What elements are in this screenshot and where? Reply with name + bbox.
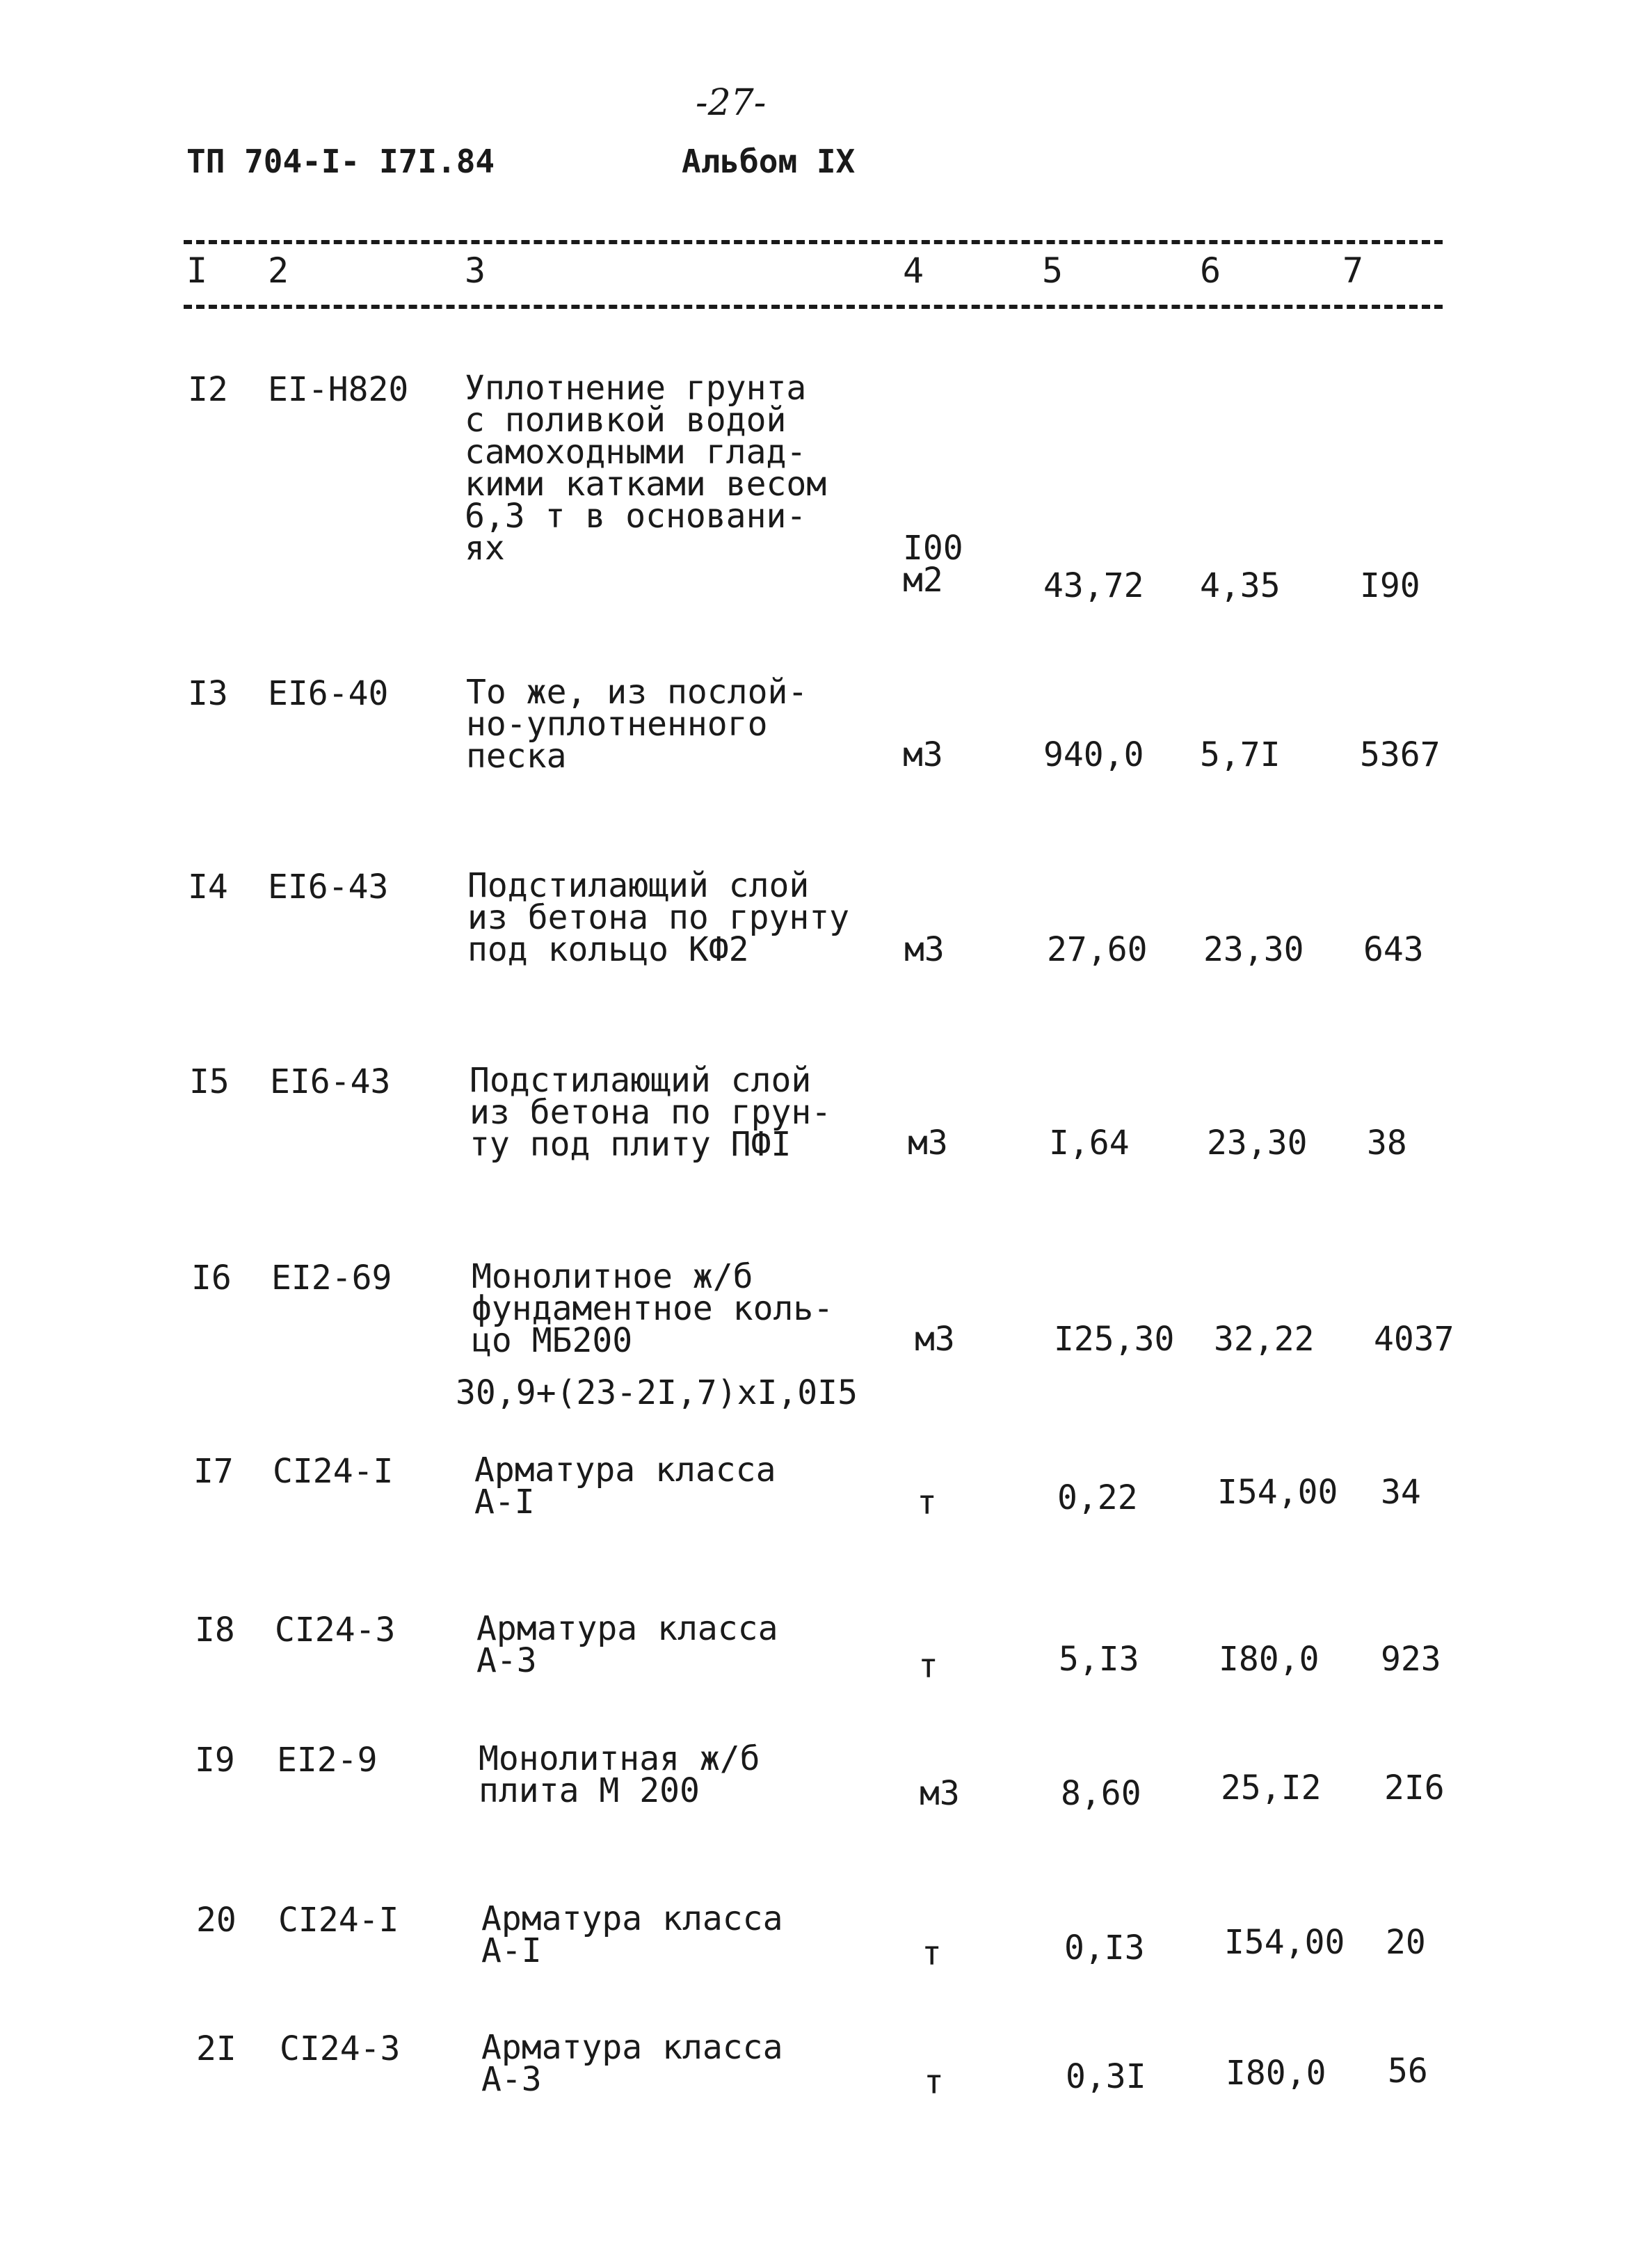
- work-description: Арматура класса А-3: [481, 2028, 783, 2099]
- total-cost: 5367: [1360, 735, 1441, 774]
- unit-price: 25,I2: [1221, 1768, 1322, 1807]
- unit-price: 23,30: [1207, 1124, 1308, 1163]
- document-code: ТП 704-I- I7I.84: [186, 143, 495, 180]
- unit-price: 4,35: [1200, 566, 1281, 605]
- col-head-3: 3: [465, 250, 486, 291]
- total-cost: 4037: [1374, 1320, 1454, 1359]
- total-cost: 34: [1381, 1473, 1421, 1512]
- album-label: Альбом IX: [682, 143, 856, 180]
- unit: м3: [915, 1320, 955, 1359]
- work-description: Подстилающий слой из бетона по грун- ту под плиту ПФI: [470, 1061, 832, 1164]
- work-description: Арматура класса А-I: [481, 1899, 783, 1970]
- header-rule-top: [184, 240, 1443, 244]
- unit: м3: [920, 1774, 960, 1813]
- unit-price: 5,7I: [1200, 735, 1281, 774]
- row-number: I9: [195, 1741, 235, 1780]
- row-number: I2: [188, 370, 228, 409]
- quantity: I25,30: [1054, 1320, 1175, 1359]
- work-description: Подстилающий слой из бетона по грунту под кольцо КФ2: [467, 866, 850, 969]
- rate-code: EI6-43: [270, 1062, 391, 1101]
- quantity: 940,0: [1043, 735, 1144, 774]
- unit-price: I80,0: [1219, 1640, 1320, 1679]
- work-description: Арматура класса А-3: [476, 1609, 778, 1680]
- total-cost: 38: [1367, 1124, 1407, 1163]
- unit: м3: [903, 735, 943, 774]
- unit-price: I54,00: [1217, 1473, 1338, 1512]
- row-number: I7: [193, 1452, 234, 1491]
- quantity: 27,60: [1047, 930, 1148, 969]
- work-description: Монолитное ж/б фундаментное коль- цо МБ200: [472, 1257, 834, 1360]
- total-cost: I90: [1360, 566, 1420, 605]
- col-head-2: 2: [268, 250, 289, 291]
- quantity: 8,60: [1061, 1774, 1141, 1813]
- quantity: 43,72: [1043, 566, 1144, 605]
- unit-price: 23,30: [1203, 930, 1304, 969]
- rate-code: EI2-69: [271, 1259, 392, 1297]
- page-number: -27-: [696, 82, 767, 124]
- unit-price: 32,22: [1214, 1320, 1315, 1359]
- rate-code: EI-H820: [268, 370, 409, 409]
- unit: м3: [904, 930, 945, 969]
- work-description: То же, из послой- но-уплотненного песка: [466, 673, 808, 776]
- col-head-1: I: [186, 250, 208, 291]
- unit-price: I54,00: [1224, 1923, 1345, 1962]
- unit-price: I80,0: [1226, 2054, 1326, 2093]
- rate-code: CI24-3: [280, 2029, 401, 2068]
- total-cost: 923: [1381, 1640, 1441, 1679]
- row-number: 2I: [196, 2029, 236, 2068]
- total-cost: 56: [1388, 2052, 1428, 2091]
- quantity: 0,22: [1057, 1478, 1138, 1517]
- unit: т: [922, 1934, 942, 1973]
- unit: т: [918, 1647, 938, 1686]
- rate-code: EI6-43: [268, 868, 389, 907]
- total-cost: 20: [1386, 1923, 1426, 1962]
- row-number: I8: [195, 1611, 235, 1650]
- row-number: I4: [188, 868, 228, 907]
- unit: т: [924, 2063, 944, 2102]
- unit: м3: [908, 1124, 948, 1163]
- total-cost: 643: [1363, 930, 1424, 969]
- row-number: I5: [189, 1062, 230, 1101]
- unit: I00 м2: [903, 529, 963, 600]
- rate-code: EI6-40: [268, 674, 389, 713]
- total-cost: 2I6: [1384, 1768, 1445, 1807]
- quantity: I,64: [1049, 1124, 1130, 1163]
- col-head-4: 4: [903, 250, 924, 291]
- row-number: 20: [196, 1901, 236, 1940]
- work-description: Монолитная ж/б плита М 200: [479, 1739, 760, 1810]
- rate-code: CI24-3: [275, 1611, 396, 1650]
- rate-code: EI2-9: [277, 1741, 378, 1780]
- header-rule-bottom: [184, 305, 1443, 309]
- col-head-6: 6: [1200, 250, 1221, 291]
- work-description: Уплотнение грунта с поливкой водой самоходными глад- кими катками весом 6,3 т в основани- ях: [465, 369, 827, 568]
- quantity: 0,I3: [1064, 1928, 1145, 1967]
- row-number: I3: [188, 674, 228, 713]
- volume-formula: 30,9+(23-2I,7)xI,0I5: [456, 1373, 858, 1412]
- col-head-7: 7: [1342, 250, 1364, 291]
- unit: т: [917, 1483, 937, 1522]
- col-head-5: 5: [1042, 250, 1064, 291]
- quantity: 0,3I: [1066, 2057, 1146, 2096]
- rate-code: CI24-I: [273, 1452, 394, 1491]
- row-number: I6: [191, 1259, 232, 1297]
- rate-code: CI24-I: [278, 1901, 399, 1940]
- quantity: 5,I3: [1059, 1640, 1139, 1679]
- work-description: Арматура класса А-I: [474, 1451, 776, 1522]
